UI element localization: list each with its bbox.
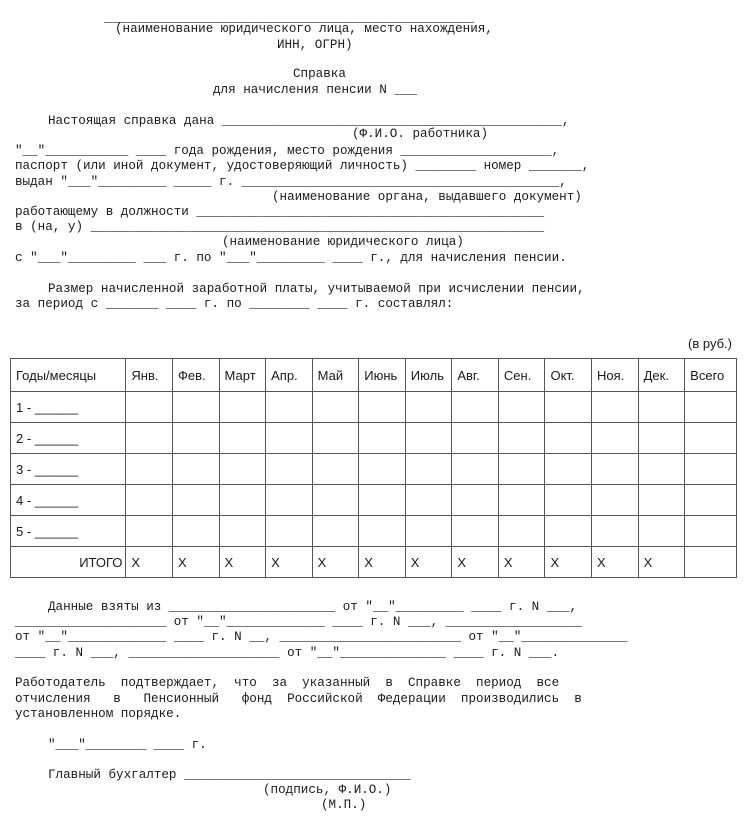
seal-caption: (М.П.)	[321, 798, 367, 812]
total-mark: X	[545, 547, 592, 578]
document-title: Справка	[293, 67, 346, 81]
period-line: с "___"_________ ___ г. по "___"_________ ____ г., для начисления пенсии.	[15, 251, 567, 265]
org-caption-1: (наименование юридического лица, место нахождения,	[115, 22, 493, 36]
sources-line-2: ____________________ от "__"_____________ ____ г. N ___, __________________	[15, 615, 582, 629]
confirmation-line-3: установленном порядке.	[15, 707, 182, 721]
org-name-line: _________________________________________________	[104, 11, 475, 25]
header-cell: Май	[312, 359, 359, 392]
salary-intro-line: Размер начисленной заработной платы, учитываемой при исчислении пенсии,	[48, 282, 585, 296]
issued-by-line: выдан "___"_________ _____ г. __________________________________________,	[15, 175, 567, 189]
units-label: (в руб.)	[688, 336, 732, 351]
chief-accountant-line: Главный бухгалтер ______________________________	[48, 768, 411, 782]
total-mark: X	[312, 547, 359, 578]
header-cell: Окт.	[545, 359, 592, 392]
position-line: работающему в должности ______________________________________________	[15, 205, 545, 219]
header-cell: Янв.	[126, 359, 173, 392]
org-caption-2: ИНН, ОГРН)	[277, 38, 353, 52]
confirmation-line-2: отчисления в Пенсионный фонд Российской Федерации производились в	[15, 692, 582, 706]
header-cell: Всего	[685, 359, 737, 392]
total-mark: X	[452, 547, 499, 578]
header-cell: Сен.	[498, 359, 545, 392]
year-label: 2 - ______	[11, 423, 126, 454]
sources-line-3: от "__"_____________ ____ г. N __, ________________________ от "__"______________	[15, 630, 628, 644]
total-mark: X	[359, 547, 406, 578]
salary-period-line: за период с _______ ____ г. по ________ ____ г. составлял:	[15, 297, 454, 311]
total-empty-cell	[685, 547, 737, 578]
total-mark: X	[126, 547, 173, 578]
total-row	[11, 547, 737, 578]
issued-to-line: Настоящая справка дана _____________________________________________,	[48, 114, 570, 128]
sources-line-1: Данные взяты из ______________________ от "__"_________ ____ г. N ___,	[48, 600, 578, 614]
header-cell: Авг.	[452, 359, 499, 392]
header-cell: Ноя.	[592, 359, 639, 392]
header-cell: Июнь	[359, 359, 406, 392]
total-mark: X	[638, 547, 685, 578]
year-label: 5 - ______	[11, 516, 126, 547]
employer-line: в (на, у) ____________________________________________________________	[15, 220, 545, 234]
issuer-caption: (наименование органа, выдавшего документ)	[272, 190, 582, 204]
table-header-row	[11, 359, 737, 392]
table-row	[11, 392, 737, 423]
table-row	[11, 485, 737, 516]
employee-name-caption: (Ф.И.О. работника)	[352, 127, 489, 141]
total-label: ИТОГО	[11, 547, 126, 578]
salary-table	[10, 358, 737, 578]
employer-caption: (наименование юридического лица)	[222, 235, 464, 249]
sources-line-4: ____ г. N ___, ____________________ от "__"______________ ____ г. N ___.	[15, 646, 560, 660]
year-label: 3 - ______	[11, 454, 126, 485]
total-mark: X	[592, 547, 639, 578]
header-cell: Апр.	[266, 359, 313, 392]
header-cell: Дек.	[638, 359, 685, 392]
header-cell: Июль	[405, 359, 452, 392]
document-subtitle: для начисления пенсии N ___	[213, 83, 418, 97]
confirmation-line-1: Работодатель подтверждает, что за указанный в Справке период все	[15, 676, 560, 690]
total-mark: X	[219, 547, 266, 578]
total-mark: X	[266, 547, 313, 578]
header-cell: Годы/месяцы	[11, 359, 126, 392]
table-row	[11, 454, 737, 485]
passport-line: паспорт (или иной документ, удостоверяющий личность) ________ номер _______,	[15, 159, 590, 173]
header-cell: Март	[219, 359, 266, 392]
total-mark: X	[405, 547, 452, 578]
year-label: 1 - ______	[11, 392, 126, 423]
table-row	[11, 423, 737, 454]
total-mark: X	[172, 547, 219, 578]
table-row	[11, 516, 737, 547]
header-cell: Фев.	[172, 359, 219, 392]
total-mark: X	[498, 547, 545, 578]
signature-caption: (подпись, Ф.И.О.)	[263, 783, 392, 797]
birth-line: "__"___________ ____ года рождения, место рождения ____________________,	[15, 144, 560, 158]
year-label: 4 - ______	[11, 485, 126, 516]
date-line: "___"________ ____ г.	[48, 738, 207, 752]
